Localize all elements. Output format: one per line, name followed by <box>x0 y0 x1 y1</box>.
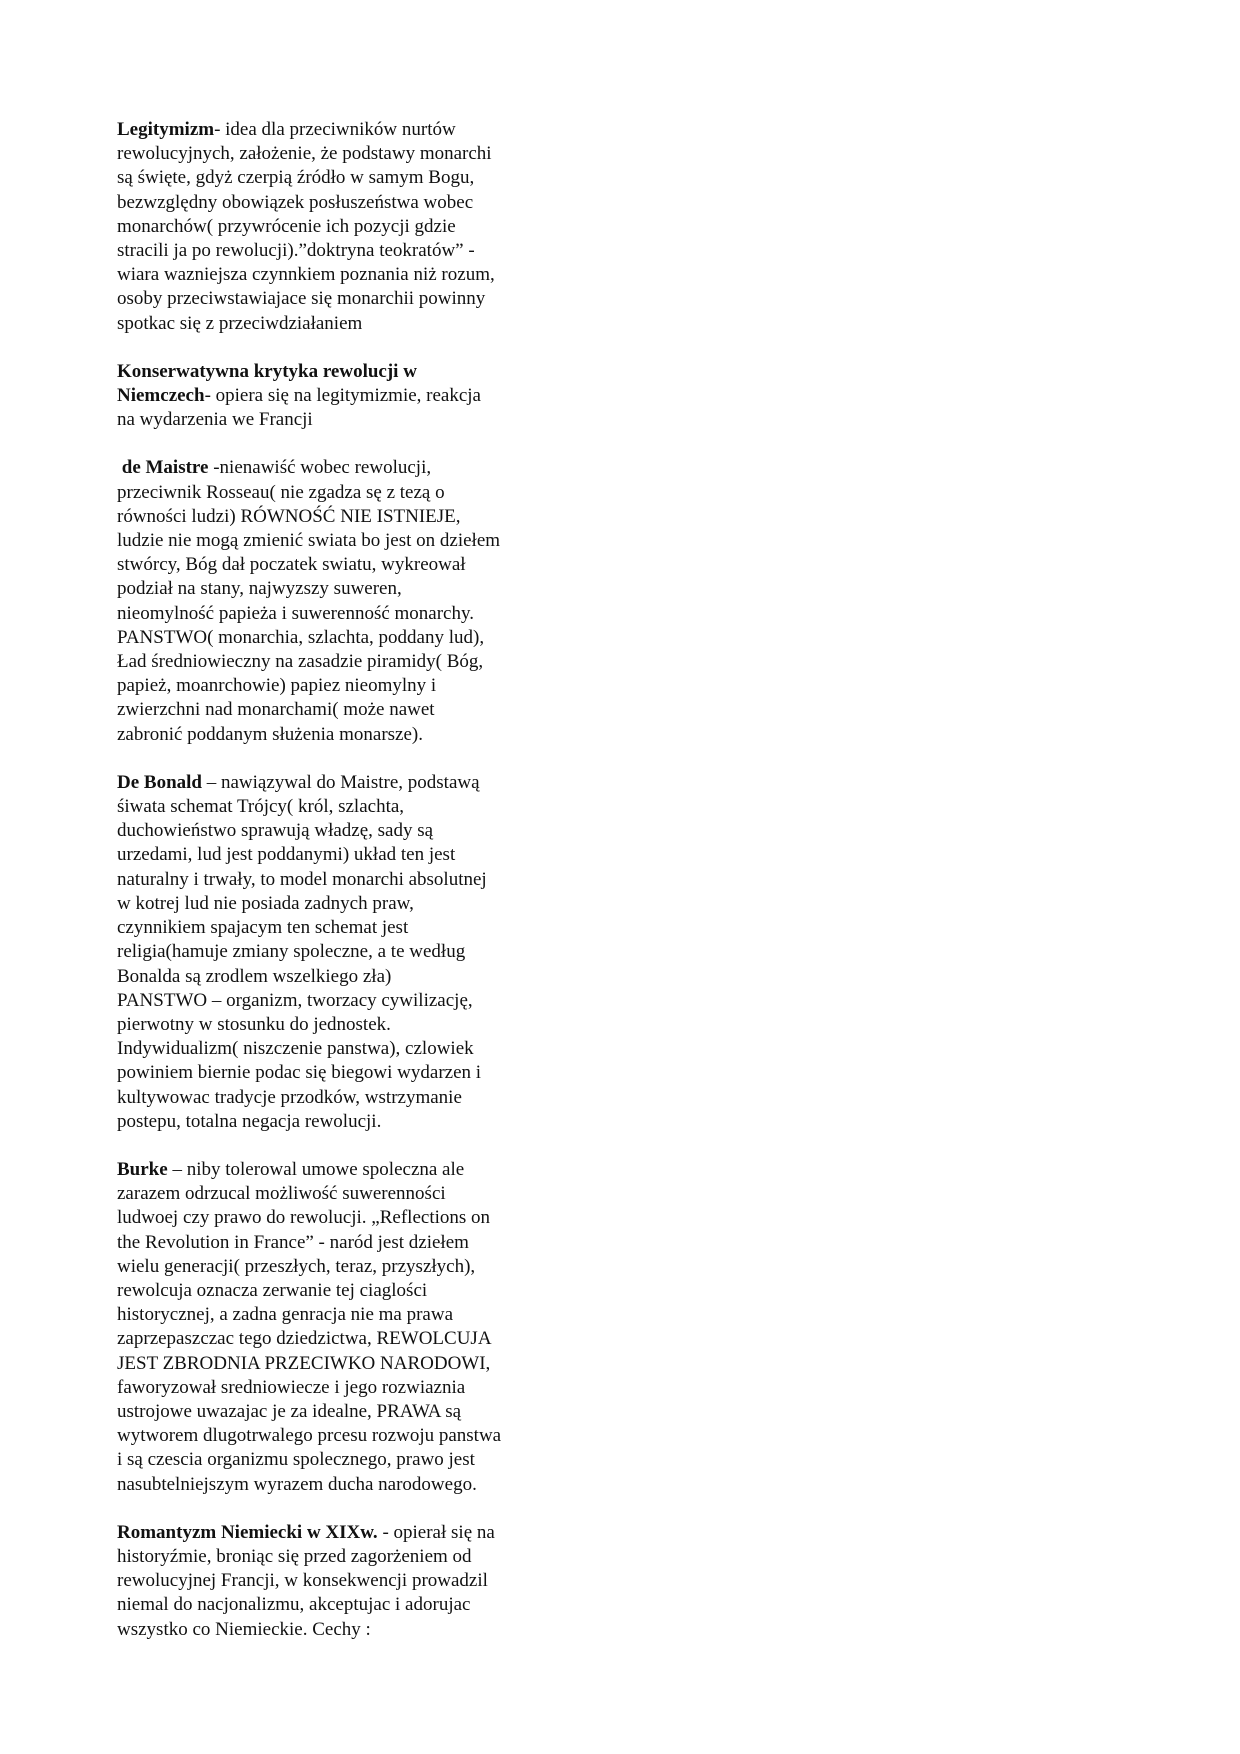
text-line: nasubtelniejszym wyrazem ducha narodowego. <box>117 1473 477 1495</box>
text-line: wiara wazniejsza czynnkiem poznania niż rozum, <box>117 264 495 286</box>
text-line: równości ludzi) RÓWNOŚĆ NIE ISTNIEJE, <box>117 505 461 527</box>
text-line: duchowieństwo sprawują władzę, sady są <box>117 820 434 842</box>
text-line: historyźmie, broniąc się przed zagorżeniem od <box>117 1545 472 1567</box>
text-line: zwierzchni nad monarchami( może nawet <box>117 699 435 721</box>
text-line: czynnikiem spajacym ten schemat jest <box>117 917 409 939</box>
text-line: rewolcuja oznacza zerwanie tej ciaglości <box>117 1279 428 1301</box>
paragraph-legitymizm <box>117 118 557 336</box>
text-line: stwórcy, Bóg dał poczatek swiatu, wykreował <box>117 554 466 576</box>
text-line: ludzie nie mogą zmienić swiata bo jest on dziełem <box>117 530 501 552</box>
text-line: papież, moanrchowie) papiez nieomylny i <box>117 675 437 697</box>
text-line: -nienawiść wobec rewolucji, <box>208 457 432 479</box>
text-line: the Revolution in France” - naród jest dziełem <box>117 1231 469 1253</box>
text-line: kultywowac tradycje przodków, wstrzymanie <box>117 1086 462 1108</box>
text-line: i są czescia organizmu spolecznego, prawo jest <box>117 1449 475 1471</box>
text-line: zabronić poddanym służenia monarsze). <box>117 723 423 745</box>
text-line: niemal do nacjonalizmu, akceptujac i adorujac <box>117 1594 471 1616</box>
text-line: urzedami, lud jest poddanymi) układ ten jest <box>117 844 456 866</box>
paragraph-konserwatywna-krytyka <box>117 360 557 433</box>
text-line: Indywidualizm( niszczenie panstwa), czlowiek <box>117 1038 474 1060</box>
document-page <box>117 118 557 1666</box>
text-line: przeciwnik Rosseau( nie zgadza sę z tezą o <box>117 481 445 503</box>
text-line: – niby tolerowal umowe spoleczna ale <box>167 1158 465 1180</box>
text-line: są święte, gdyż czerpią źródło w samym Bogu, <box>117 167 475 189</box>
text-line: podział na stany, najwyzszy suweren, <box>117 578 402 600</box>
text-line: powiniem biernie podac się biegowi wydarzen i <box>117 1062 482 1084</box>
paragraph-romantyzm-niemiecki <box>117 1521 557 1642</box>
text-line: śiwata schemat Trójcy( król, szlachta, <box>117 796 405 818</box>
term-de-bonald: De Bonald <box>117 771 202 793</box>
text-line: stracili ja po rewolucji).”doktryna teokratów” - <box>117 240 475 262</box>
text-line: rewolucyjnej Francji, w konsekwencji prowadzil <box>117 1570 488 1592</box>
text-line: PANSTWO – organizm, tworzacy cywilizację, <box>117 989 473 1011</box>
paragraph-de-bonald <box>117 771 557 1134</box>
term-konserwatywna-krytyka: Konserwatywna krytyka rewolucji w <box>117 360 417 382</box>
term-de-maistre: de Maistre <box>121 457 209 479</box>
text-line: spotkac się z przeciwdziałaniem <box>117 312 363 334</box>
text-line: wszystko co Niemieckie. Cechy : <box>117 1618 371 1640</box>
text-line: ustrojowe uwazajac je za idealne, PRAWA są <box>117 1400 462 1422</box>
text-line: Ład średniowieczny na zasadzie piramidy( Bóg, <box>117 651 484 673</box>
term-burke: Burke <box>117 1158 168 1180</box>
text-line: ludwoej czy prawo do rewolucji. „Reflections on <box>117 1207 491 1229</box>
text-line: JEST ZBRODNIA PRZECIWKO NARODOWI, <box>117 1352 491 1374</box>
text-line: – nawiązywal do Maistre, podstawą <box>202 771 480 793</box>
text-line: rewolucyjnych, założenie, że podstawy monarchi <box>117 143 492 165</box>
text-line: Bonalda są zrodlem wszelkiego zła) <box>117 965 392 987</box>
text-line: zaprzepaszczac tego dziedzictwa, REWOLCUJA <box>117 1328 492 1350</box>
text-line: na wydarzenia we Francji <box>117 409 313 431</box>
paragraph-de-maistre <box>117 456 557 746</box>
text-line: w kotrej lud nie posiada zadnych praw, <box>117 892 414 914</box>
text-line: - opierał się na <box>377 1521 495 1543</box>
text-line: naturalny i trwały, to model monarchi absolutnej <box>117 868 487 890</box>
text-line: faworyzował sredniowiecze i jego rozwiaznia <box>117 1376 466 1398</box>
text-line: PANSTWO( monarchia, szlachta, poddany lud), <box>117 626 485 648</box>
text-line: wielu generacji( przeszłych, teraz, przyszłych), <box>117 1255 476 1277</box>
text-line: monarchów( przywrócenie ich pozycji gdzie <box>117 215 456 237</box>
text-line: postepu, totalna negacja rewolucji. <box>117 1110 382 1132</box>
text-line: wytworem dlugotrwalego prcesu rozwoju panstwa <box>117 1425 502 1447</box>
text-line: bezwzględny obowiązek posłuszeństwa wobec <box>117 191 474 213</box>
text-line: osoby przeciwstawiajace się monarchii powinny <box>117 288 486 310</box>
text-line: religia(hamuje zmiany spoleczne, a te według <box>117 941 466 963</box>
text-line: pierwotny w stosunku do jednostek. <box>117 1013 391 1035</box>
text-line: - idea dla przeciwników nurtów <box>214 119 456 140</box>
paragraph-burke <box>117 1158 557 1497</box>
term-romantyzm-niemiecki: Romantyzm Niemiecki w XIXw. <box>117 1521 378 1543</box>
term-legitymizm: Legitymizm <box>117 119 215 140</box>
text-line: zarazem odrzucal możliwość suwerenności <box>117 1183 446 1205</box>
text-line: nieomylność papieża i suwerenność monarchy. <box>117 602 475 624</box>
text-line: - opiera się na legitymizmie, reakcja <box>204 385 481 407</box>
text-line: historycznej, a zadna genracja nie ma prawa <box>117 1304 454 1326</box>
term-niemczech: Niemczech <box>117 385 205 407</box>
